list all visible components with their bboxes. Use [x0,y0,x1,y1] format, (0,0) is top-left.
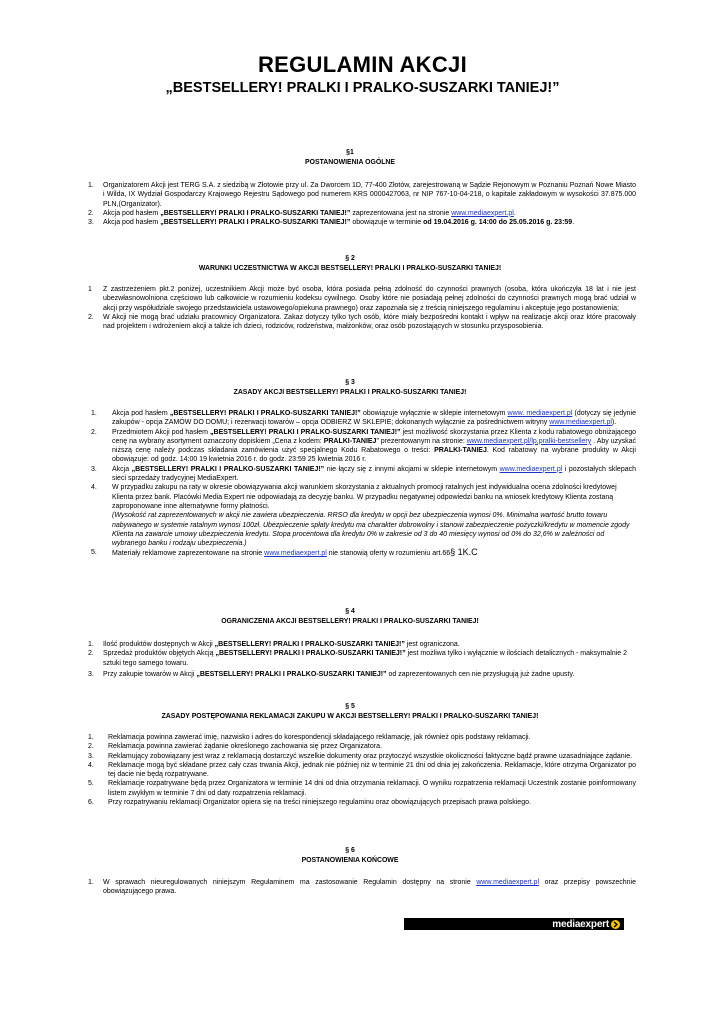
section-number: § 5 [345,703,355,710]
item-text: Przy zakupie towarów w Akcji „BESTSELLERY! PRALKI I PRALKO-SUSZARKI TANIEJ!” od zaprezentowanych cen nie przysługują już żadne upusty. [103,670,575,678]
arrow-right-icon [611,920,620,929]
item-number: 3. [91,465,97,473]
item-text: Reklamujący zobowiązany jest wraz z reklamacją dostarczyć wszelkie dokumenty oraz przytoczyć wszystkie okoliczności faktyczne bądź prawne uzasadniające żądanie. [108,752,633,760]
item-text: W przypadku zakupu na raty w okresie obowiązywania akcji warunkiem skorzystania z aktualnych promocji ratalnych jest indywidualna ocena zdolności kredytowej Klienta przez bank. Placówki Media Expert nie odpowiadają za decyzję banku. W przypadku negatywnej odpowiedzi banku na wniosek kredytowy Klienta zostaną zaproponowane inne alternatywne formy płatności. (Wysokość rat zaprezentowanych w akcji nie zawiera ubezpieczenia. RRSO dla kredytu w opcji bez ubezpieczenia wynosi 0%. Minimalna wartość brutto towaru nabywanego w systemie ratalnym wynosi 100zł. Ubezpieczenie spłaty kredytu ma charakter dobrowolny i stanowi zabezpieczenie pożyczki/kredytu w momencie zgody Klienta na zawarcie umowy ubezpieczenia kredytu. Stopa procentowa dla kredytu 0% w zakresie od 3 do 40 miesięcy wynosi od 0% do 32,6% w zależności od wybranego banku i rodzaju ubezpieczenia.) [112,484,630,548]
landing-page-link[interactable]: www.mediaexpert.pl/lp,pralki-bestsellery [466,437,592,445]
item-text: Przedmiotem Akcji pod hasłem „BESTSELLERY! PRALKI I PRALKO-SUSZARKI TANIEJ!” jest możliwość skorzystania przez Klienta z kodu rabatowego obniżającego cenę na wybrany asortyment oznaczony dopiskiem „Cena z kodem: PRALKI-TANIEJ” prezentowanym na stronie: www.mediaexpert.pl/lp,pralki-bestsellery . Aby uzyskać niższą cenę należy podczas składania zamówienia użyć specjalnego Kodu Rabatowego o treści: PRALKI-TANIEJ. Kod rabatowy na wybrane produkty w Akcji obowiązuje: od godz. 14:00 19 kwietnia 2016 r. do godz. 23:59 25 kwietnia 2016 r. [112,428,636,464]
list-item [0,649,725,668]
section-heading: POSTANOWIENIA KOŃCOWE [301,857,399,864]
item-number: 1. [91,410,97,417]
list-item [0,752,725,761]
section-6-header [60,846,640,866]
section-5-list [0,733,725,807]
mediaexpert-link[interactable]: www.mediaexpert.pl [476,879,539,886]
list-item [0,409,725,428]
section-5-header [60,702,640,722]
item-text: Akcja pod hasłem „BESTSELLERY! PRALKI I PRALKO-SUSZARKI TANIEJ!” zaprezentowana jest na stronie www.mediaexpert.pl. [103,209,516,217]
section-1-header [60,148,640,168]
item-text: Sprzedaż produktów objętych Akcją „BESTSELLERY! PRALKI I PRALKO-SUSZARKI TANIEJ!” jest możliwa tylko i wyłącznie w ilościach detalicznych - maksymalnie 2 sztuki tego samego towaru. [103,650,627,667]
item-number: 1. [88,641,94,648]
item-number: 5. [88,780,94,788]
section-heading: ZASADY POSTĘPOWANIA REKLAMACJI ZAKUPU W AKCJI BESTSELLERY! PRALKI I PRALKO-SUSZARKI TANIEJ! [161,713,539,720]
item-number: 2. [88,650,94,658]
section-heading: ZASADY AKCJI BESTSELLERY! PRALKI I PRALKO-SUSZARKI TANIEJ! [233,389,467,396]
section-number: § 2 [345,255,355,262]
section-3-header [60,378,640,398]
item-text: Akcja pod hasłem „BESTSELLERY! PRALKI I PRALKO-SUSZARKI TANIEJ!” obowiązuje w terminie od 19.04.2016 g. 14:00 do 25.05.2016 g. 23:59. [103,219,575,227]
item-text: Z zastrzeżeniem pkt.2 poniżej, uczestnikiem Akcji może być osoba, która posiada pełną zdolność do czynności prawnych (osoba, która ukończyła 18 lat i nie jest ubezwłasnowolniona częściowo lub całkowicie w rozumieniu kodeksu cywilnego. Osoby które nie posiadają pełnej zdolności do czynności prawnych mogą brać udział w akcji przy współudziale swojego przedstawiciela ustawowego/opiekuna prawnego) oraz zapoznała się z treścią niniejszego regulaminu i akceptuje jego postanowienia; [103,286,636,312]
list-item [0,548,725,558]
item-text: Przy rozpatrywaniu reklamacji Organizator opiera się na treści niniejszego regulaminu oraz obowiązujących przepisach prawa polskiego. [108,799,531,807]
section-number: §1 [346,149,354,156]
item-text: Reklamacje mogą być składane przez cały czas trwania Akcji, jednak nie później niż w terminie 21 dni od dnia jej zakończenia. Reklamacje, które otrzyma Organizator po tej dacie nie będą rozpatrywane. [108,761,636,779]
item-text: Reklamacja powinna zawierać żądanie określonego zachowania się przez Organizatora. [108,743,382,751]
list-item [0,209,725,218]
mediaexpert-link[interactable]: www.mediaexpert.pl [264,550,327,558]
section-number: § 6 [345,847,355,854]
document-title: REGULAMIN AKCJI [257,52,468,77]
section-4-list [0,640,725,679]
mediaexpert-link[interactable]: www.mediaexpert.pl [451,209,514,217]
item-number: 1 [88,286,92,293]
section-2-header [60,254,640,274]
list-item [0,742,725,751]
item-number: 3. [88,752,94,760]
item-number: 6. [88,799,94,807]
item-text: Materiały reklamowe zaprezentowane na stronie www.mediaexpert.pl nie stanowią oferty w rozumieniu art.66§ 1K.C [112,547,478,558]
item-number: 1. [88,879,94,886]
section-number: § 3 [345,379,355,386]
item-number: 3. [88,219,94,227]
list-item [0,285,725,313]
list-item [0,428,725,465]
section-heading: WARUNKI UCZESTNICTWA W AKCJI BESTSELLERY! PRALKI I PRALKO-SUSZARKI TANIEJ! [198,265,502,272]
section-heading: POSTANOWIENIA OGÓLNE [305,159,395,166]
section-1-list [0,181,725,227]
item-number: 2. [88,313,94,321]
document-subtitle: „BESTSELLERY! PRALKI I PRALKO-SUSZARKI TANIEJ!” [165,80,560,96]
mediaexpert-logo [404,918,624,930]
list-item [0,798,725,807]
mediaexpert-link[interactable]: www. mediaexpert.pl [507,410,573,417]
list-item [0,313,725,332]
logo-text: mediaexpert [552,918,609,930]
item-text: Akcja pod hasłem „BESTSELLERY! PRALKI I PRALKO-SUSZARKI TANIEJ!” obowiązuje wyłącznie w sklepie internetowym www. mediaexpert.pl (dotyczy się jedynie zakupów - opcja ZAMÓW DO DOMU; i rezerwacji towarów – opcja ODBIERZ W SKLEPIE; dokonanych wyłącznie za pośrednictwem witryny www.mediaexpert.pl). [112,410,636,427]
item-number: 2. [88,743,94,751]
list-item [0,733,725,742]
section-number: § 4 [345,608,355,615]
item-number: 5. [91,549,97,557]
item-number: 4. [88,761,94,769]
item-text: Reklamacje rozpatrywane będą przez Organizatora w terminie 14 dni od dnia otrzymania reklamacji. O wyniku rozpatrzenia reklamacji Uczestnik zostanie poinformowany listem zwykłym w terminie 7 dni od daty rozpatrzenia reklamacji. [108,780,636,797]
item-number: 1. [88,182,94,189]
item-text: Reklamacja powinna zawierać imię, nazwisko i adres do korespondencji składającego reklamację, jak również opis podstawy reklamacji. [108,734,531,741]
item-number: 3. [88,670,94,678]
item-text: W sprawach nieuregulowanych niniejszym Regulaminem ma zastosowanie Regulamin dostępny na stronie www.mediaexpert.pl oraz przepisy powszechnie obowiązującego prawa. [103,879,636,896]
section-4-header [60,607,640,627]
section-heading: OGRANICZENIA AKCJI BESTSELLERY! PRALKI I PRALKO-SUSZARKI TANIEJ! [221,618,479,625]
mediaexpert-link[interactable]: www.mediaexpert.pl [549,419,612,427]
item-number: 2. [91,428,97,436]
list-item [0,878,725,897]
list-item [0,181,725,209]
list-item [0,640,725,649]
list-item [0,483,725,548]
list-item [0,761,725,780]
section-2-list [0,285,725,331]
list-item [0,779,725,798]
item-text: Organizatorem Akcji jest TERG S.A. z siedzibą w Złotowie przy ul. Za Dworcem 1D, 77-400 Złotów, zarejestrowaną w Sądzie Rejonowym w Poznaniu Poznań Nowe Miasto i Wilda, IX Wydział Gospodarczy Krajowego Rejestru Sądowego pod numerem KRS 0000427063, nr NIP 767-10-04-218, o kapitale zakładowym w wysokości 37.875.000 PLN,(Organizator). [103,182,636,208]
item-number: 4. [91,484,97,492]
list-item [0,465,725,484]
section-6-list [0,878,725,897]
item-text: Akcja „BESTSELLERY! PRALKI I PRALKO-SUSZARKI TANIEJ!” nie łączy się z innymi akcjami w sklepie internetowym www.mediaexpert.pl i pozostałych sklepach sieci sprzedaży tradycyjnej MediaExpert. [112,465,636,483]
item-number: 1. [88,734,94,741]
list-item [0,670,725,679]
list-item [0,218,725,227]
item-text: W Akcji nie mogą brać udziału pracownicy Organizatora. Zakaz dotyczy tylko tych osób, które miały bezpośredni kontakt i wpływ na realizacje akcji oraz które pracowały nad projektem i wdrożeniem akcji a także ich dzieci, rodziców, rodzeństwa, małżonków, oraz osób pozostających w stosunku przysposobienia. [103,313,636,331]
section-3-list [0,409,725,559]
item-number: 2. [88,209,94,217]
mediaexpert-link[interactable]: www.mediaexpert.pl [499,465,563,473]
item-text: Ilość produktów dostępnych w Akcji „BESTSELLERY! PRALKI I PRALKO-SUSZARKI TANIEJ!” jest ograniczona. [103,641,460,648]
